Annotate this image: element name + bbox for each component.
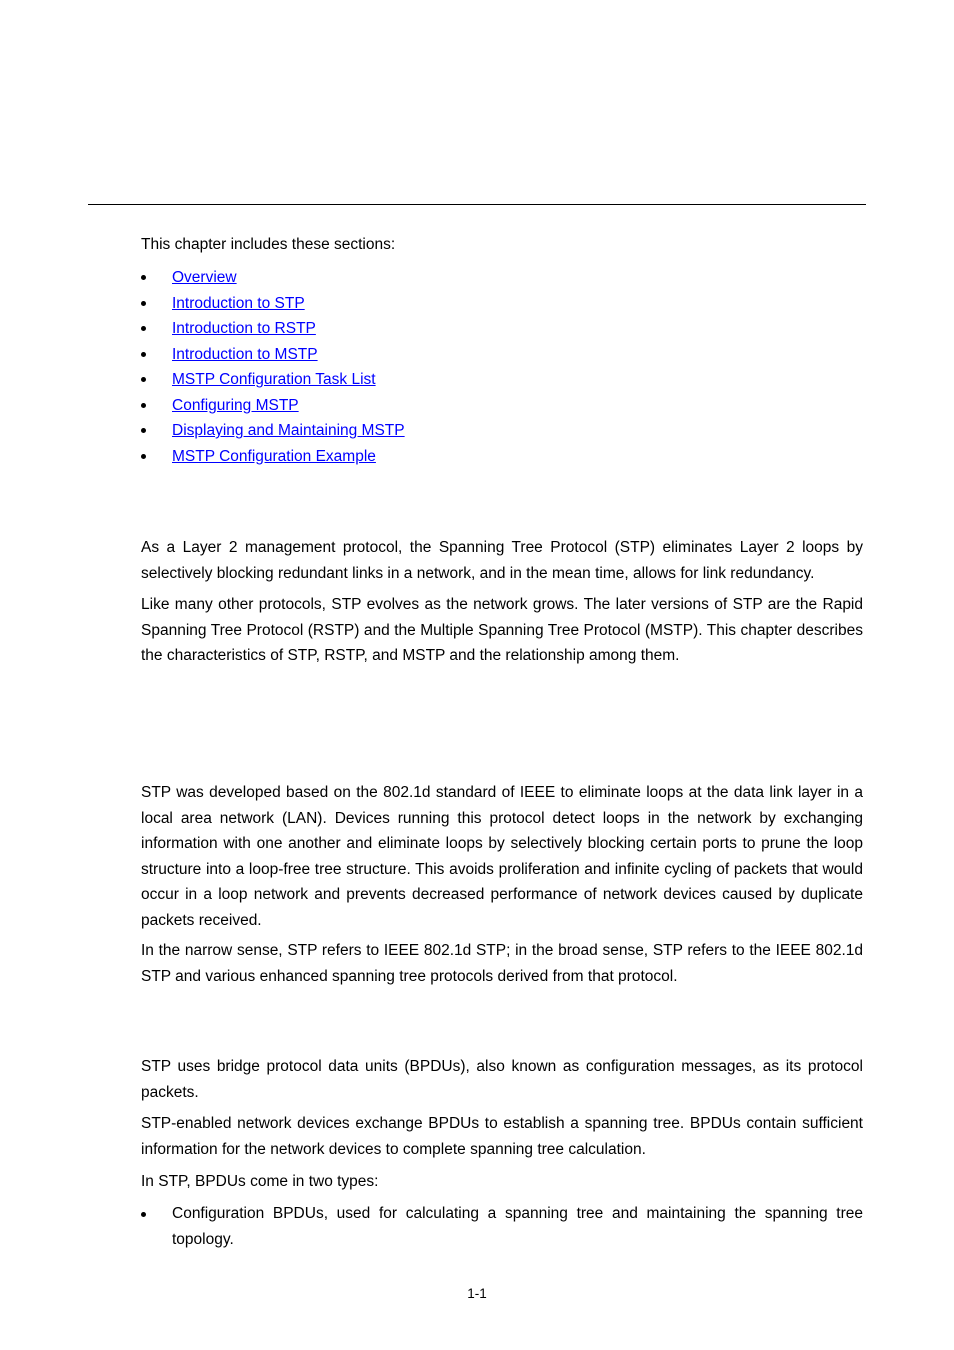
bullet-icon (141, 403, 146, 408)
link-overview[interactable]: Overview (172, 269, 237, 286)
list-item (141, 265, 405, 291)
bpdu-bullet-item (141, 1201, 863, 1252)
link-configuring-mstp[interactable]: Configuring MSTP (172, 396, 299, 414)
bullet-icon (141, 377, 146, 382)
bullet-icon (141, 275, 146, 280)
list-item (141, 316, 405, 342)
page-number: 1-1 (467, 1286, 487, 1301)
bpdu-paragraph-3: In STP, BPDUs come in two types: (141, 1173, 379, 1190)
bullet-icon (141, 352, 146, 357)
stp-paragraph-2: In the narrow sense, STP refers to IEEE 802.1d STP; in the broad sense, STP refers to the IEEE 802.1d STP and various enhanced spanning tree protocols derived from that protocol. (141, 942, 863, 985)
bpdu-bullet-text: Configuration BPDUs, used for calculating a spanning tree and maintaining the spanning tree topology. (172, 1205, 863, 1248)
intro-text: This chapter includes these sections: (141, 236, 396, 253)
bullet-icon (141, 1212, 146, 1217)
list-item (141, 444, 405, 470)
list-item (141, 393, 405, 419)
overview-paragraph-1: As a Layer 2 management protocol, the Spanning Tree Protocol (STP) eliminates Layer 2 loops by selectively blocking redundant links in a network, and in the mean time, allows for link redundancy. (141, 539, 863, 582)
overview-paragraph-2: Like many other protocols, STP evolves as the network grows. The later versions of STP are the Rapid Spanning Tree Protocol (RSTP) and the Multiple Spanning Tree Protocol (MSTP). This chapter describes the characteristics of STP, RSTP, and MSTP and the relationship among them. (141, 596, 863, 665)
link-displaying-and-maintaining-mstp[interactable]: Displaying and Maintaining MSTP (172, 422, 405, 439)
bullet-icon (141, 454, 146, 459)
list-item (141, 367, 405, 393)
header-rule (88, 204, 866, 205)
link-introduction-to-rstp[interactable]: Introduction to RSTP (172, 320, 316, 337)
link-mstp-configuration-example[interactable]: MSTP Configuration Example (172, 447, 376, 465)
link-introduction-to-mstp[interactable]: Introduction to MSTP (172, 345, 318, 363)
link-introduction-to-stp[interactable]: Introduction to STP (172, 294, 305, 312)
bpdu-paragraph-1: STP uses bridge protocol data units (BPDUs), also known as configuration messages, as its protocol packets. (141, 1058, 863, 1101)
bullet-icon (141, 326, 146, 331)
bullet-icon (141, 428, 146, 433)
list-item (141, 418, 405, 444)
list-item (141, 291, 405, 317)
bullet-icon (141, 301, 146, 306)
link-mstp-configuration-task-list[interactable]: MSTP Configuration Task List (172, 371, 376, 388)
section-list (141, 265, 405, 469)
bpdu-paragraph-2: STP-enabled network devices exchange BPDUs to establish a spanning tree. BPDUs contain sufficient information for the network devices to complete spanning tree calculation. (141, 1115, 863, 1158)
stp-paragraph-1: STP was developed based on the 802.1d standard of IEEE to eliminate loops at the data link layer in a local area network (LAN). Devices running this protocol detect loops in the network by exchanging information with one another and eliminate loops by selectively blocking certain ports to prune the loop structure into a loop-free tree structure. This avoids proliferation and infinite cycling of packets that would occur in a loop network and prevents decreased performance of network devices caused by duplicate packets received. (141, 784, 863, 929)
list-item (141, 342, 405, 368)
